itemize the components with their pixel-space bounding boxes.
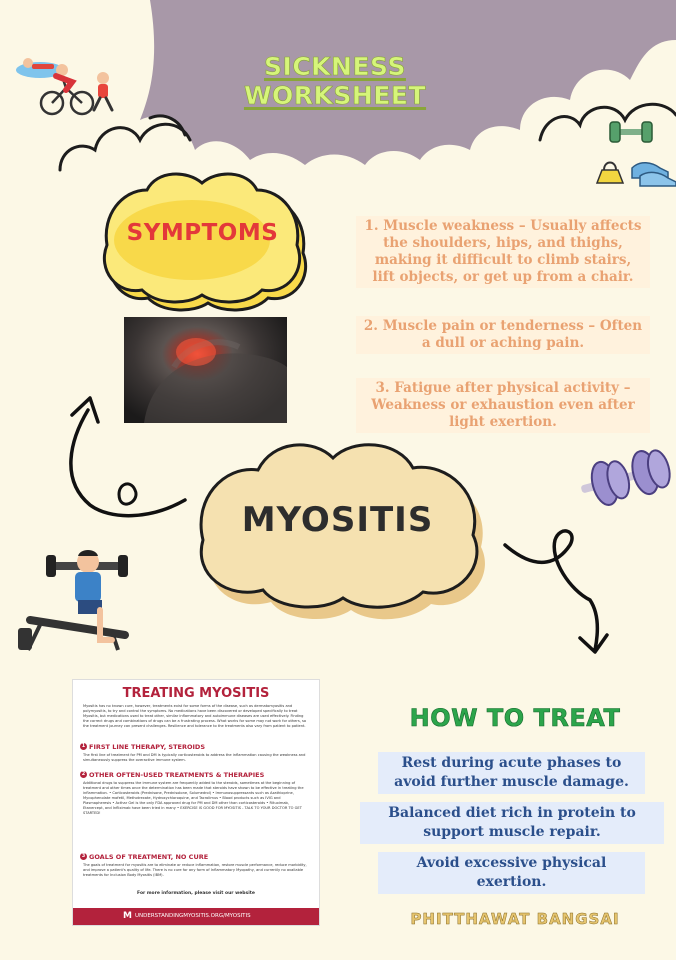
kettlebell-icon [597,163,623,184]
myositis-label: MYOSITIS [241,500,434,540]
doc-section-text: The goals of treatment for myositis are to eliminate or reduce inflammation, restore muscle performance, reduce morbidity, and improve a patient's quality of life. There is no cure for any form of Inflammatory Myopathy, and currently no available treatments for Inclusion Body Myositis (IBM). [83,863,307,877]
doc-title: TREATING MYOSITIS [122,686,270,701]
author-name: PHITTHAWAT BANGSAI [410,910,620,928]
doc-section-text: Additional drugs to suppress the immune system are frequently added to the steroids, sometimes at the beginning of treatment and other times once the determination has been made that steroids have shown to be effective in treating the inflammation. • Corticosteroids (Prednisone, Prednisolone, Solumedrol) • Immunosuppressants such as Azathioprine, Mycophenolate mofetil, Methotrexate, Hydroxychloroquine, and Tacrolimus • Blood products such as IVIG and Plasmapheresis • Acthar Gel is the only FDA approved drug for PM and DM other than corticosteroids • Rituximab, Etanercept, and Infliximab have been tried in many • EXERCISE IS GOOD FOR MYOSITIS - TALK TO YOUR DOCTOR TO GET STARTED! [83,781,304,815]
doc-section-heading: FIRST LINE THERAPY, STEROIDS [89,743,206,751]
bench-press-person-icon [18,550,128,650]
doc-section-number: 2 [81,771,86,777]
symptom-item: 3. Fatigue after physical activity – Weakness or exhaustion even after light exertion. [356,378,650,433]
shoulder-pain-photo [124,317,287,423]
how-to-treat-heading: HOW TO TREAT [409,704,621,732]
treat-item: Avoid excessive physical exertion. [378,852,645,894]
doc-more-info: For more information, please visit our website [137,891,255,896]
dumbbell-purple-icon [576,445,674,511]
treating-myositis-document [73,680,319,925]
doc-footer [73,908,319,925]
symptom-item: 1. Muscle weakness – Usually affects the shoulders, hips, and thighs, making it difficult to climb stairs, lift objects, or get up from a chair. [356,216,650,288]
doc-section-heading: OTHER OFTEN-USED TREATMENTS & THERAPIES [89,771,265,779]
dumbbell-icon [610,122,652,142]
sports-people-icon [16,58,112,114]
sneakers-icon [632,163,676,186]
doc-section-number: 3 [81,853,86,859]
doc-footer-url: UNDERSTANDINGMYOSITIS.ORG/MYOSITIS [135,913,251,919]
cloud-outline-right [540,104,676,140]
doc-intro: Myositis has no known cure, however, treatments exist for some forms of the disease, such as dermatomyositis and polymyositis, to try and control the symptoms. No medications have been discovered or developed specifically to treat Myositis, but medications used to treat other, similar inflammatory and autoimmune diseases are used effectively. Finding the correct drugs and combinations of drugs can be a frustrating process. What works for some may not work for others, so the treatment journey can present challenges. Resilience and tolerance to the treatments also vary from patient to patient. [83,704,307,728]
curved-arrow-down-icon [505,531,607,652]
doc-section-number: 1 [81,743,86,749]
worksheet-title-line-2: WORKSHEET [243,81,427,110]
doc-section-text: The first line of treatment for PM and DM is typically corticosteroids to address the inflammation causing the weakness and simultaneously suppress the overactive immune system. [83,753,306,762]
treat-item: Rest during acute phases to avoid further muscle damage. [378,752,645,794]
cloud-outline-left [60,124,190,170]
treat-item: Balanced diet rich in protein to support muscle repair. [360,802,664,844]
doc-section-heading: GOALS OF TREATMENT, NO CURE [89,853,209,861]
shoulder-silhouette [124,317,287,423]
worksheet-title-line-1: SICKNESS [264,52,406,81]
myositis-logo-icon: M [123,911,132,921]
symptom-item: 2. Muscle pain or tenderness – Often a dull or aching pain. [356,316,650,354]
symptoms-label: SYMPTOMS [126,220,279,246]
